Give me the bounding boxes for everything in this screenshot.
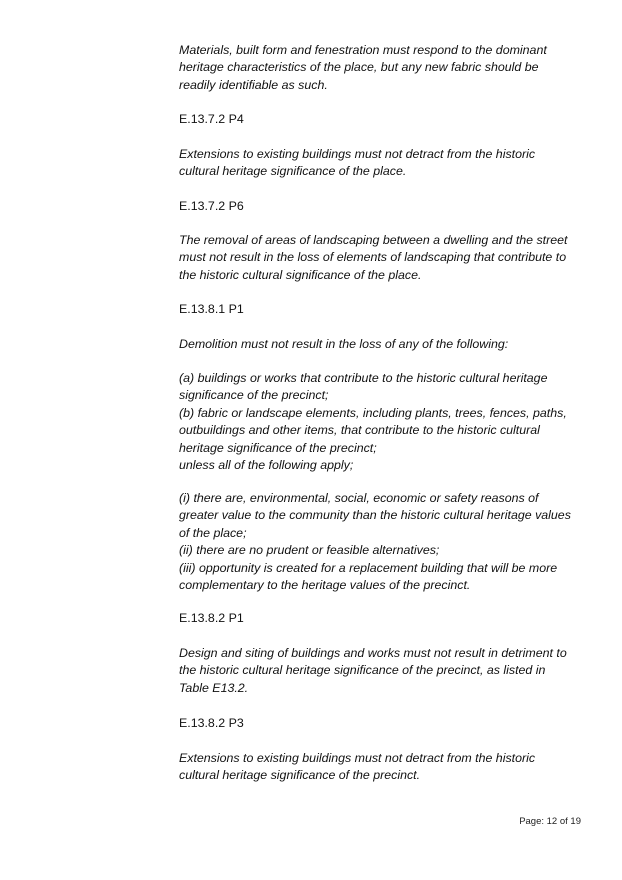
clause-text bbox=[179, 146, 579, 181]
clause-text bbox=[179, 42, 579, 94]
text-line: Demolition must not result in the loss of any of the following: bbox=[179, 337, 509, 351]
clause-text bbox=[179, 336, 579, 353]
text-line: cultural heritage significance of the precinct. bbox=[179, 768, 421, 783]
text-line: outbuildings and other items, that contribute to the historic cultural bbox=[179, 423, 540, 438]
text-line: readily identifiable as such. bbox=[179, 77, 328, 92]
text-line: Materials, built form and fenestration must respond to the dominant bbox=[179, 43, 547, 57]
text-line: the historic cultural significance of the place. bbox=[179, 267, 422, 282]
text-line: (a) buildings or works that contribute to the historic cultural heritage bbox=[179, 371, 548, 385]
clause-text bbox=[179, 232, 579, 284]
text-line: (i) there are, environmental, social, economic or safety reasons of bbox=[179, 491, 539, 505]
text-line: unless all of the following apply; bbox=[179, 458, 354, 473]
text-line: Extensions to existing buildings must not detract from the historic bbox=[179, 751, 536, 765]
text-line: (b) fabric or landscape elements, including plants, trees, fences, paths, bbox=[179, 405, 567, 420]
text-line: heritage characteristics of the place, but any new fabric should be bbox=[179, 60, 539, 75]
text-line: must not result in the loss of elements of landscaping that contribute to bbox=[179, 250, 567, 265]
text-line: Extensions to existing buildings must not detract from the historic bbox=[179, 147, 536, 161]
clause-text bbox=[179, 645, 579, 697]
text-line: (iii) opportunity is created for a replacement building that will be more bbox=[179, 560, 558, 575]
text-line: complementary to the heritage values of the precinct. bbox=[179, 578, 471, 593]
text-line: cultural heritage significance of the place. bbox=[179, 164, 407, 179]
clause-reference: E.13.8.1 P1 bbox=[179, 302, 244, 316]
text-line: Table E13.2. bbox=[179, 680, 249, 695]
text-line: (ii) there are no prudent or feasible alternatives; bbox=[179, 543, 440, 558]
clause-reference: E.13.7.2 P4 bbox=[179, 112, 244, 126]
text-line: Design and siting of buildings and works must not result in detriment to bbox=[179, 646, 567, 660]
clause-reference: E.13.7.2 P6 bbox=[179, 199, 244, 213]
clause-text bbox=[179, 490, 579, 594]
page-number: Page: 12 of 19 bbox=[519, 816, 581, 827]
text-line: greater value to the community than the historic cultural heritage values bbox=[179, 508, 571, 523]
text-line: significance of the precinct; bbox=[179, 388, 329, 403]
clause-text bbox=[179, 750, 579, 785]
clause-reference: E.13.8.2 P1 bbox=[179, 611, 244, 625]
clause-text bbox=[179, 370, 579, 474]
text-line: heritage significance of the precinct; bbox=[179, 440, 377, 455]
text-line: of the place; bbox=[179, 525, 247, 540]
text-line: The removal of areas of landscaping between a dwelling and the street bbox=[179, 233, 568, 247]
clause-reference: E.13.8.2 P3 bbox=[179, 716, 244, 730]
text-line: the historic cultural heritage significance of the precinct, as listed in bbox=[179, 663, 546, 678]
